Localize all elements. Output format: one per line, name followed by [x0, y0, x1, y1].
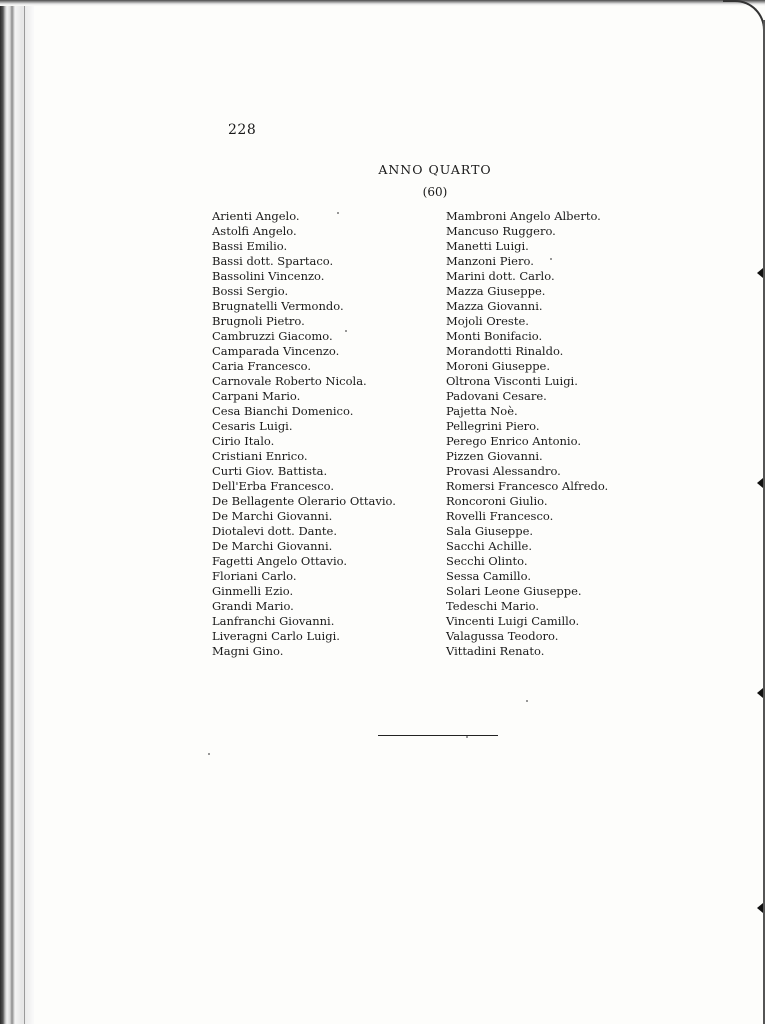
- name-entry: Cambruzzi Giacomo.: [212, 329, 333, 343]
- name-entry: Cirio Italo.: [212, 434, 275, 448]
- name-entry: Sacchi Achille.: [446, 539, 533, 553]
- binding-line: [24, 0, 25, 1024]
- name-entry: Marini dott. Carlo.: [446, 269, 555, 283]
- name-entry: Camparada Vincenzo.: [212, 344, 340, 358]
- name-entry: Oltrona Visconti Luigi.: [446, 374, 578, 388]
- margin-tick-mark: [757, 268, 763, 278]
- name-entry: Brugnoli Pietro.: [212, 314, 305, 328]
- scan-speck: [550, 258, 552, 260]
- closing-rule: [378, 735, 498, 736]
- name-entry: Bossi Sergio.: [212, 284, 289, 298]
- name-entry: Perego Enrico Antonio.: [446, 434, 581, 448]
- name-entry: Grandi Mario.: [212, 599, 294, 613]
- name-entry: Fagetti Angelo Ottavio.: [212, 554, 348, 568]
- name-entry: Bassi dott. Spartaco.: [212, 254, 334, 268]
- name-entry: Roncoroni Giulio.: [446, 494, 548, 508]
- name-entry: De Bellagente Olerario Ottavio.: [212, 494, 396, 508]
- scan-speck: [345, 330, 347, 332]
- name-entry: Monti Bonifacio.: [446, 329, 543, 343]
- scan-speck: [466, 736, 468, 738]
- name-entry: Pellegrini Piero.: [446, 419, 540, 433]
- margin-tick-mark: [757, 688, 763, 698]
- name-entry: Sala Giuseppe.: [446, 524, 534, 538]
- name-entry: Moroni Giuseppe.: [446, 359, 551, 373]
- name-entry: Arienti Angelo.: [212, 209, 300, 223]
- name-entry: Sessa Camillo.: [446, 569, 531, 583]
- name-entry: Vincenti Luigi Camillo.: [446, 614, 580, 628]
- name-entry: Morandotti Rinaldo.: [446, 344, 564, 358]
- scan-speck: [337, 212, 339, 214]
- scan-speck: [526, 700, 528, 702]
- name-entry: Rovelli Francesco.: [446, 509, 554, 523]
- name-entry: Curti Giov. Battista.: [212, 464, 328, 478]
- name-entry: Floriani Carlo.: [212, 569, 297, 583]
- binding-edge: [0, 0, 34, 1024]
- section-count: (60): [422, 185, 448, 199]
- name-entry: Astolfi Angelo.: [212, 224, 297, 238]
- name-entry: Dell'Erba Francesco.: [212, 479, 335, 493]
- name-entry: Manzoni Piero.: [446, 254, 534, 268]
- names-column-right: [446, 209, 696, 659]
- name-entry: Mazza Giovanni.: [446, 299, 543, 313]
- name-entry: Secchi Olinto.: [446, 554, 528, 568]
- name-entry: Cesaris Luigi.: [212, 419, 293, 433]
- name-entry: Lanfranchi Giovanni.: [212, 614, 335, 628]
- name-entry: De Marchi Giovanni.: [212, 539, 333, 553]
- name-entry: Vittadini Renato.: [446, 644, 545, 658]
- name-entry: Cristiani Enrico.: [212, 449, 308, 463]
- section-heading: ANNO QUARTO: [378, 162, 492, 177]
- name-entry: Romersi Francesco Alfredo.: [446, 479, 609, 493]
- name-entry: Mazza Giuseppe.: [446, 284, 546, 298]
- name-entry: Tedeschi Mario.: [446, 599, 540, 613]
- name-entry: Mambroni Angelo Alberto.: [446, 209, 601, 223]
- name-entry: Valagussa Teodoro.: [446, 629, 559, 643]
- name-entry: Bassolini Vincenzo.: [212, 269, 325, 283]
- name-entry: Diotalevi dott. Dante.: [212, 524, 338, 538]
- top-page-edge: [0, 0, 765, 6]
- name-entry: Mancuso Ruggero.: [446, 224, 556, 238]
- margin-tick-mark: [757, 903, 763, 913]
- name-entry: Caria Francesco.: [212, 359, 312, 373]
- name-entry: Magni Gino.: [212, 644, 284, 658]
- name-entry: De Marchi Giovanni.: [212, 509, 333, 523]
- name-entry: Pizzen Giovanni.: [446, 449, 543, 463]
- name-entry: Mojoli Oreste.: [446, 314, 529, 328]
- page-number: 228: [228, 122, 257, 138]
- name-entry: Liveragni Carlo Luigi.: [212, 629, 340, 643]
- name-entry: Pajetta Noè.: [446, 404, 518, 418]
- name-entry: Carpani Mario.: [212, 389, 301, 403]
- name-entry: Cesa Bianchi Domenico.: [212, 404, 354, 418]
- name-entry: Padovani Cesare.: [446, 389, 547, 403]
- name-entry: Ginmelli Ezio.: [212, 584, 294, 598]
- names-column-left: [212, 209, 432, 659]
- name-entry: Bassi Emilio.: [212, 239, 288, 253]
- name-entry: Carnovale Roberto Nicola.: [212, 374, 367, 388]
- margin-tick-mark: [757, 478, 763, 488]
- name-entry: Provasi Alessandro.: [446, 464, 561, 478]
- name-entry: Brugnatelli Vermondo.: [212, 299, 344, 313]
- name-entry: Solari Leone Giuseppe.: [446, 584, 582, 598]
- scan-speck: [208, 753, 210, 755]
- name-entry: Manetti Luigi.: [446, 239, 529, 253]
